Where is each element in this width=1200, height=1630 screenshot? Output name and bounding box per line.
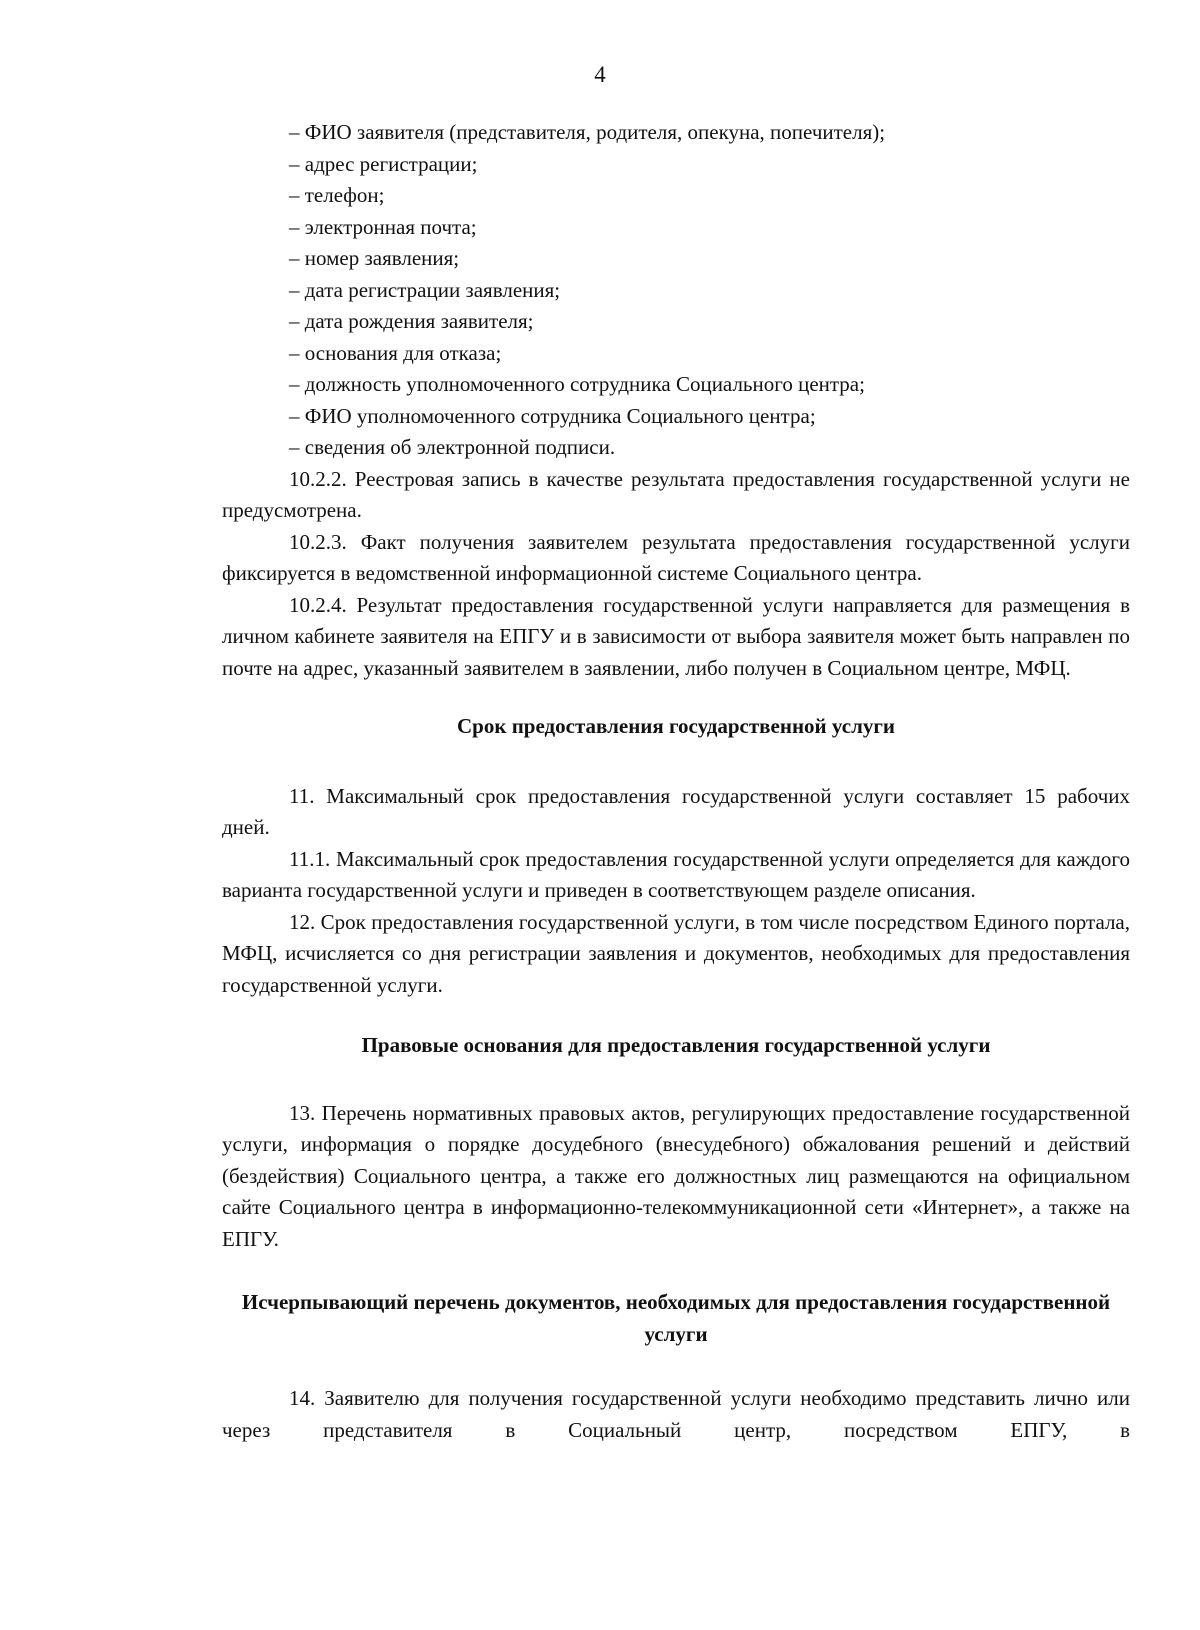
paragraph-11: 11. Максимальный срок предоставления государственной услуги составляет 15 рабочих дней. xyxy=(222,783,1130,839)
document-body xyxy=(222,117,1130,1446)
list-item: – телефон; xyxy=(289,183,385,207)
paragraph-12: 12. Срок предоставления государственной услуги, в том числе посредством Единого портала, МФЦ, исчисляется со дня регистрации заявления и документов, необходимых для предоставления государственной услуги. xyxy=(222,909,1130,997)
list-item: – сведения об электронной подписи. xyxy=(289,435,616,459)
paragraph-10-2-2: 10.2.2. Реестровая запись в качестве результата предоставления государственной услуги не предусмотрена. xyxy=(222,466,1130,522)
list-item: – адрес регистрации; xyxy=(289,151,478,176)
list-item: – ФИО заявителя (представителя, родителя, опекуна, попечителя); xyxy=(289,120,886,144)
list-item: – должность уполномоченного сотрудника Социального центра; xyxy=(289,372,865,396)
paragraph-11-1: 11.1. Максимальный срок предоставления государственной услуги определяется для каждого варианта государственной услуги и приведен в соответствующем разделе описания. xyxy=(222,846,1130,902)
list-item: – основания для отказа; xyxy=(289,340,502,365)
list-item: – дата рождения заявителя; xyxy=(289,309,534,333)
paragraph-10-2-3: 10.2.3. Факт получения заявителем результата предоставления государственной услуги фиксируется в ведомственной информационной системе Социального центра. xyxy=(222,529,1130,585)
section-heading-documents: Исчерпывающий перечень документов, необходимых для предоставления государственной услуги xyxy=(241,1290,1111,1346)
section-heading-legal-basis: Правовые основания для предоставления государственной услуги xyxy=(361,1033,991,1057)
list-item: – номер заявления; xyxy=(289,246,460,270)
list-item: – ФИО уполномоченного сотрудника Социального центра; xyxy=(289,403,816,428)
list-item: – электронная почта; xyxy=(289,214,477,239)
paragraph-13: 13. Перечень нормативных правовых актов, регулирующих предоставление государственной услуги, информация о порядке досудебного (внесудебного) обжалования решений и действий (бездействия) Социального центра, а также его должностных лиц размещаются на официальном сайте Социального центра в информационно-телекоммуникационной сети «Интернет», а также на ЕПГУ. xyxy=(222,1100,1130,1251)
page-number: 4 xyxy=(594,62,606,87)
section-heading-term: Срок предоставления государственной услуги xyxy=(457,714,895,738)
paragraph-14: 14. Заявителю для получения государственной услуги необходимо представить лично или через представителя в Социальный центр, посредством ЕПГУ, в xyxy=(222,1386,1130,1442)
paragraph-10-2-4: 10.2.4. Результат предоставления государственной услуги направляется для размещения в личном кабинете заявителя на ЕПГУ и в зависимости от выбора заявителя может быть направлен по почте на адрес, указанный заявителем в заявлении, либо получен в Социальном центре, МФЦ. xyxy=(222,592,1130,680)
list-item: – дата регистрации заявления; xyxy=(289,277,561,302)
result-fields-list xyxy=(222,117,1130,464)
